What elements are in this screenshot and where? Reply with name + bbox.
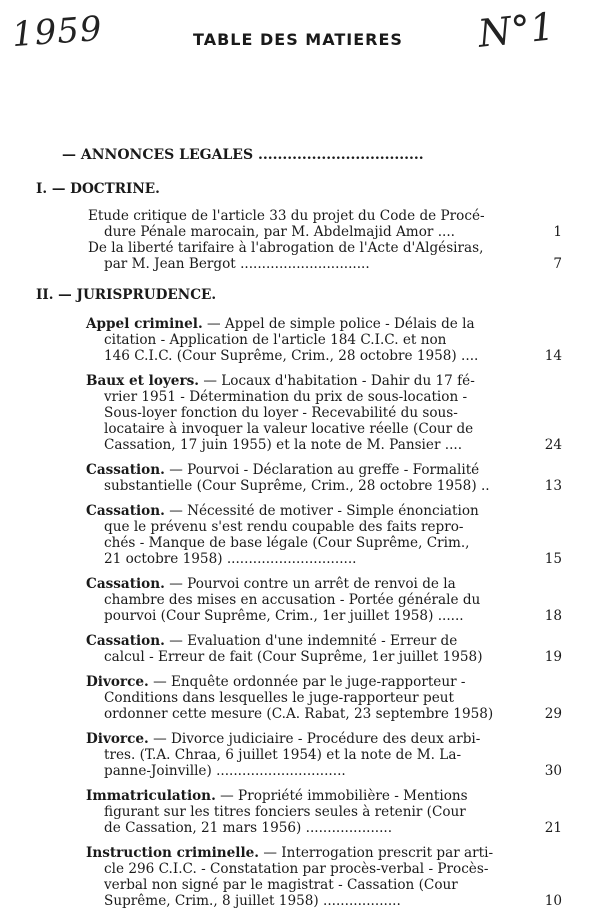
- entry-text: vrier 1951 - Détermination du prix de sous-location -: [104, 389, 468, 405]
- toc-line-text: [104, 332, 446, 348]
- entry-text: locataire à invoquer la valeur locative réelle (Cour de: [104, 421, 474, 437]
- toc-line-text: [104, 224, 455, 240]
- page-number: 7: [553, 256, 562, 272]
- entry-text: De la liberté tarifaire à l'abrogation de l'Acte d'Algésiras,: [88, 240, 484, 256]
- toc-line-text: [104, 706, 493, 722]
- page-number: 1: [553, 224, 562, 240]
- entry-text: que le prévenu s'est rendu coupable des faits repro-: [104, 519, 464, 535]
- entry-text: — Appel de simple police - Délais de la: [202, 316, 475, 332]
- entry-text: Conditions dans lesquelles le juge-rapporteur peut: [104, 690, 454, 706]
- toc-line-text: [104, 690, 454, 706]
- entry-text: dure Pénale marocain, par M. Abdelmajid Amor ....: [104, 224, 455, 240]
- entry-text: substantielle (Cour Suprême, Crim., 28 octobre 1958) ..: [104, 478, 490, 494]
- handwritten-year: 1959: [10, 8, 104, 56]
- toc-line-text: [104, 437, 462, 453]
- entry-text: Sous-loyer fonction du loyer - Recevabilité du sous-: [104, 405, 458, 421]
- toc-line-text: [104, 763, 346, 779]
- entry-text: verbal non signé par le magistrat - Cassation (Cour: [104, 877, 458, 893]
- entry-keyword: Cassation.: [86, 633, 165, 649]
- entry-keyword: Cassation.: [86, 503, 165, 519]
- entry-text: — Pourvoi contre un arrêt de renvoi de la: [164, 576, 456, 592]
- handwritten-number: N°1: [475, 4, 557, 56]
- toc-line-text: [104, 551, 356, 567]
- toc-line-text: [86, 503, 479, 519]
- page-number: 10: [544, 893, 562, 909]
- page-number: 21: [544, 820, 562, 836]
- toc-line-text: [104, 405, 458, 421]
- entry-text: — Divorce judiciaire - Procédure des deux arbi-: [148, 731, 481, 747]
- page-number: 14: [544, 348, 562, 364]
- entry-text: — Nécessité de motiver - Simple énonciation: [164, 503, 479, 519]
- entry-text: 21 octobre 1958) ..............................: [104, 551, 357, 567]
- entry-keyword: Baux et loyers.: [86, 373, 200, 389]
- page-number: 15: [544, 551, 562, 567]
- toc-line-text: [86, 845, 493, 861]
- toc-line-text: [88, 208, 485, 224]
- entry-text: — Propriété immobilière - Mentions: [215, 788, 468, 804]
- toc-line-text: [62, 147, 424, 163]
- entry-keyword: Divorce.: [86, 731, 149, 747]
- entry-keyword: Cassation.: [86, 576, 165, 592]
- toc-line-text: [36, 287, 216, 303]
- entry-keyword: Instruction criminelle.: [86, 845, 260, 861]
- entry-text: cle 296 C.I.C. - Constatation par procès-verbal - Procès-: [104, 861, 489, 877]
- entry-keyword: I. — DOCTRINE.: [36, 181, 160, 197]
- entry-text: Suprême, Crim., 8 juillet 1958) ..................: [104, 893, 401, 909]
- page-number: 19: [544, 649, 562, 665]
- toc-line-text: [86, 316, 475, 332]
- entry-text: calcul - Erreur de fait (Cour Suprême, 1er juillet 1958): [104, 649, 483, 665]
- toc-line-text: [104, 877, 458, 893]
- entry-keyword: Immatriculation.: [86, 788, 216, 804]
- toc-line-text: [104, 421, 473, 437]
- entry-text: chés - Manque de base légale (Cour Suprême, Crim.,: [104, 535, 470, 551]
- toc-line-text: [104, 592, 480, 608]
- toc-line-text: [86, 576, 456, 592]
- entry-keyword: II. — JURISPRUDENCE.: [36, 287, 217, 303]
- toc-line-text: [86, 373, 475, 389]
- toc-line-text: [104, 389, 467, 405]
- toc-line-text: [86, 731, 480, 747]
- toc-line-text: [36, 181, 160, 197]
- entry-text: — ANNONCES LEGALES ..................................: [62, 147, 424, 163]
- entry-keyword: Cassation.: [86, 462, 165, 478]
- toc-line-text: [86, 788, 468, 804]
- toc-line-text: [104, 649, 483, 665]
- entry-text: — Evaluation d'une indemnité - Erreur de: [164, 633, 458, 649]
- toc-line-text: [86, 674, 466, 690]
- entry-text: chambre des mises en accusation - Portée générale du: [104, 592, 481, 608]
- toc-line-text: [104, 804, 466, 820]
- entry-text: tres. (T.A. Chraa, 6 juillet 1954) et la note de M. La-: [104, 747, 462, 763]
- toc-line-text: [86, 633, 457, 649]
- entry-text: par M. Jean Bergot ..............................: [104, 256, 370, 272]
- entry-text: ordonner cette mesure (C.A. Rabat, 23 septembre 1958): [104, 706, 494, 722]
- page-title: TABLE DES MATIERES: [193, 30, 403, 49]
- page-number: 30: [544, 763, 562, 779]
- entry-text: panne-Joinville) ..............................: [104, 763, 346, 779]
- toc-line-text: [104, 861, 488, 877]
- toc-line-text: [88, 240, 483, 256]
- toc-line-text: [104, 256, 370, 272]
- entry-text: — Locaux d'habitation - Dahir du 17 fé-: [199, 373, 475, 389]
- toc-line-text: [104, 608, 464, 624]
- toc-line-text: [86, 462, 479, 478]
- entry-text: 146 C.I.C. (Cour Suprême, Crim., 28 octobre 1958) ....: [104, 348, 479, 364]
- entry-text: Etude critique de l'article 33 du projet du Code de Procé-: [88, 208, 485, 224]
- page-number: 18: [544, 608, 562, 624]
- entry-text: de Cassation, 21 mars 1956) ....................: [104, 820, 393, 836]
- page-number: 29: [544, 706, 562, 722]
- entry-text: Cassation, 17 juin 1955) et la note de M. Pansier ....: [104, 437, 463, 453]
- toc-line-text: [104, 535, 470, 551]
- entry-text: — Enquête ordonnée par le juge-rapporteur -: [148, 674, 466, 690]
- entry-text: — Pourvoi - Déclaration au greffe - Formalité: [164, 462, 480, 478]
- toc-line-text: [104, 893, 401, 909]
- toc-line-text: [104, 348, 478, 364]
- page-number: 24: [544, 437, 562, 453]
- entry-keyword: Divorce.: [86, 674, 149, 690]
- page-number: 13: [544, 478, 562, 494]
- toc-line-text: [104, 519, 464, 535]
- entry-text: pourvoi (Cour Suprême, Crim., 1er juillet 1958) ......: [104, 608, 464, 624]
- entry-keyword: Appel criminel.: [86, 316, 203, 332]
- entry-text: — Interrogation prescrit par arti-: [259, 845, 494, 861]
- toc-line-text: [104, 820, 392, 836]
- toc-line-text: [104, 747, 461, 763]
- toc-line-text: [104, 478, 490, 494]
- entry-text: figurant sur les titres fonciers seules à retenir (Cour: [104, 804, 466, 820]
- entry-text: citation - Application de l'article 184 C.I.C. et non: [104, 332, 447, 348]
